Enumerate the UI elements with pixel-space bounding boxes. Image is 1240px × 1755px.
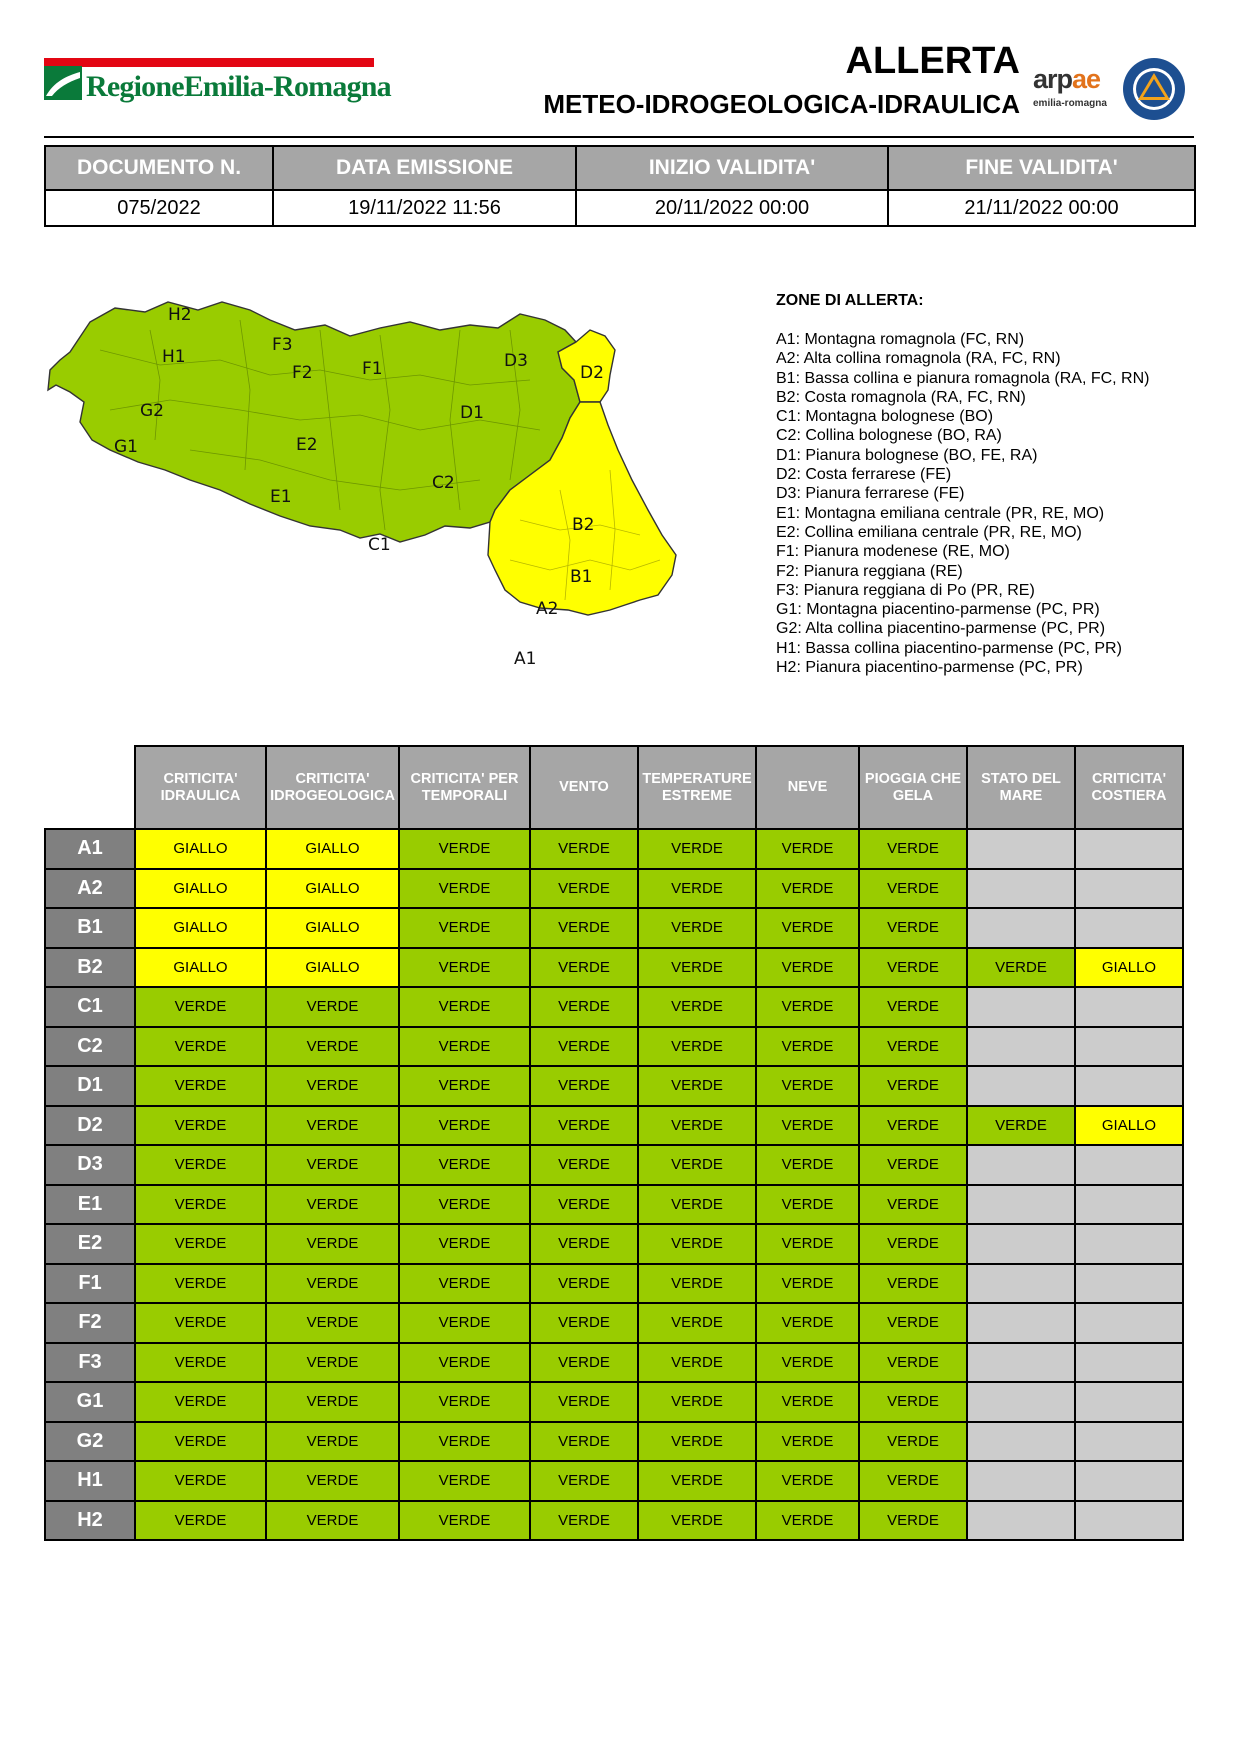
zones-legend-list — [776, 330, 1150, 677]
alert-level-cell: VERDE — [756, 1224, 859, 1264]
alert-level-cell: VERDE — [135, 1145, 266, 1185]
alert-level-cell — [1075, 1461, 1183, 1501]
alert-level-cell — [1075, 1422, 1183, 1462]
alert-level-cell: VERDE — [135, 1027, 266, 1067]
alert-level-cell: VERDE — [399, 1224, 530, 1264]
map-label-b2: B2 — [572, 515, 595, 535]
zone-legend-item: E1: Montagna emiliana centrale (PR, RE, MO) — [776, 504, 1105, 522]
alert-level-cell: VERDE — [756, 1185, 859, 1225]
zones-legend-title: ZONE DI ALLERTA: — [776, 292, 924, 309]
alert-level-cell — [1075, 1264, 1183, 1304]
column-header — [135, 746, 266, 829]
alert-level-cell: VERDE — [859, 908, 967, 948]
alert-level-cell — [967, 1501, 1075, 1541]
alert-level-cell: VERDE — [135, 1461, 266, 1501]
zone-code: B2 — [45, 948, 135, 988]
table-row — [45, 1461, 1183, 1501]
column-header-line: ESTREME — [661, 787, 733, 804]
arpae-name-part1: arp — [1033, 64, 1073, 94]
alert-level-cell: VERDE — [530, 1501, 638, 1541]
alert-level-cell: VERDE — [859, 1106, 967, 1146]
alert-level-cell: VERDE — [135, 1422, 266, 1462]
alert-level-cell: VERDE — [638, 1303, 756, 1343]
table-row — [45, 1343, 1183, 1383]
alert-level-cell: VERDE — [399, 1382, 530, 1422]
arpae-name-part2: ae — [1072, 64, 1101, 94]
alert-level-cell: VERDE — [266, 1343, 399, 1383]
doc-issue-date: 19/11/2022 11:56 — [273, 190, 576, 226]
alert-level-cell: VERDE — [530, 1185, 638, 1225]
alert-level-cell: VERDE — [638, 1224, 756, 1264]
arpae-sub: emilia-romagna — [1033, 98, 1107, 109]
table-row — [45, 1501, 1183, 1541]
alert-level-cell: VERDE — [859, 1343, 967, 1383]
map-label-b1: B1 — [570, 567, 593, 587]
alert-level-cell: VERDE — [135, 1303, 266, 1343]
table-row — [45, 1224, 1183, 1264]
alert-level-cell: VERDE — [135, 1501, 266, 1541]
alert-level-cell: VERDE — [399, 1501, 530, 1541]
column-header — [859, 746, 967, 829]
alert-level-cell: VERDE — [399, 1027, 530, 1067]
alert-level-cell: VERDE — [638, 908, 756, 948]
alert-level-cell: VERDE — [530, 1461, 638, 1501]
alert-level-cell: GIALLO — [266, 948, 399, 988]
table-row — [45, 1422, 1183, 1462]
column-header — [399, 746, 530, 829]
alert-level-cell — [967, 908, 1075, 948]
column-header-line: VENTO — [559, 779, 609, 795]
map-label-f1: F1 — [362, 359, 383, 379]
alert-level-cell: VERDE — [530, 829, 638, 869]
alert-level-cell — [967, 1264, 1075, 1304]
alert-level-cell: VERDE — [638, 829, 756, 869]
alert-level-cell — [967, 829, 1075, 869]
alert-level-cell: VERDE — [530, 987, 638, 1027]
alert-level-cell — [967, 987, 1075, 1027]
alert-level-cell: GIALLO — [1075, 948, 1183, 988]
alert-level-cell: VERDE — [530, 1145, 638, 1185]
zone-code: H2 — [45, 1501, 135, 1541]
alert-level-cell: VERDE — [530, 869, 638, 909]
column-header — [266, 746, 399, 829]
column-header-line: CRITICITA' — [295, 770, 370, 787]
alert-level-cell: VERDE — [399, 869, 530, 909]
table-row — [45, 908, 1183, 948]
alert-level-cell: VERDE — [756, 1264, 859, 1304]
doc-header-number: DOCUMENTO N. — [45, 146, 273, 190]
column-header-line: STATO DEL — [981, 770, 1061, 787]
zone-legend-item: C1: Montagna bolognese (BO) — [776, 408, 994, 426]
alert-level-cell: VERDE — [399, 1343, 530, 1383]
map-label-e2: E2 — [296, 435, 318, 455]
alert-level-cell: VERDE — [266, 1461, 399, 1501]
alert-level-cell — [967, 1343, 1075, 1383]
zone-legend-item: G1: Montagna piacentino-parmense (PC, PR) — [776, 601, 1100, 619]
alert-level-cell: VERDE — [756, 1106, 859, 1146]
map-label-h2: H2 — [168, 305, 192, 325]
zone-legend-item: F2: Pianura reggiana (RE) — [776, 562, 963, 580]
alert-level-cell: VERDE — [638, 869, 756, 909]
alert-level-cell — [967, 1422, 1075, 1462]
zone-legend-item: D1: Pianura bolognese (BO, FE, RA) — [776, 446, 1038, 464]
alert-level-cell — [967, 1461, 1075, 1501]
zone-code: C1 — [45, 987, 135, 1027]
alert-level-cell: VERDE — [399, 1145, 530, 1185]
column-header — [530, 746, 638, 829]
zone-legend-item: B1: Bassa collina e pianura romagnola (RA, FC, RN) — [776, 369, 1150, 387]
alert-level-cell: VERDE — [399, 987, 530, 1027]
map-label-g1: G1 — [114, 437, 138, 457]
alert-level-cell: VERDE — [859, 1461, 967, 1501]
alert-level-cell — [1075, 1303, 1183, 1343]
alert-level-cell: VERDE — [859, 948, 967, 988]
header-rule — [44, 136, 1194, 138]
doc-header-issue-date: DATA EMISSIONE — [273, 146, 576, 190]
alert-level-cell: VERDE — [756, 829, 859, 869]
page-subtitle: METEO-IDROGEOLOGICA-IDRAULICA — [543, 89, 1020, 119]
alert-level-cell: VERDE — [638, 987, 756, 1027]
alert-level-cell: VERDE — [859, 1185, 967, 1225]
alert-level-cell: VERDE — [266, 1501, 399, 1541]
alert-level-cell: VERDE — [530, 1106, 638, 1146]
alert-level-cell: VERDE — [266, 1106, 399, 1146]
alert-level-cell: GIALLO — [266, 908, 399, 948]
alert-level-cell: VERDE — [638, 1027, 756, 1067]
zone-code: B1 — [45, 908, 135, 948]
alert-level-cell — [967, 1224, 1075, 1264]
alert-level-cell: VERDE — [135, 1066, 266, 1106]
document-info-table — [44, 145, 1196, 227]
map-label-g2: G2 — [140, 401, 164, 421]
zone-code: F1 — [45, 1264, 135, 1304]
table-row — [45, 1027, 1183, 1067]
map-label-d3: D3 — [504, 351, 528, 371]
alert-level-cell — [1075, 1027, 1183, 1067]
regione-mark-icon — [44, 62, 82, 100]
alert-level-cell: VERDE — [756, 1501, 859, 1541]
map-label-a1: A1 — [514, 649, 537, 669]
alert-zones-map — [40, 290, 760, 700]
column-header-line: CRITICITA' — [1091, 770, 1167, 787]
alert-level-cell — [967, 1185, 1075, 1225]
alert-level-cell: VERDE — [756, 1461, 859, 1501]
zone-code: F2 — [45, 1303, 135, 1343]
arpae-logo — [1033, 64, 1123, 112]
alert-level-cell: VERDE — [756, 987, 859, 1027]
alert-level-cell: VERDE — [859, 1303, 967, 1343]
alert-level-cell: VERDE — [135, 1264, 266, 1304]
alert-level-cell: VERDE — [530, 1224, 638, 1264]
alert-table — [44, 745, 1184, 1541]
column-header-line: IDRAULICA — [160, 787, 241, 804]
alert-level-cell: VERDE — [399, 948, 530, 988]
zone-legend-item: H2: Pianura piacentino-parmense (PC, PR) — [776, 659, 1083, 677]
alert-level-cell — [1075, 908, 1183, 948]
zone-code: G1 — [45, 1382, 135, 1422]
alert-level-cell: VERDE — [638, 1461, 756, 1501]
alert-level-cell — [1075, 829, 1183, 869]
zone-legend-item: F1: Pianura modenese (RE, MO) — [776, 543, 1010, 561]
alert-level-cell: VERDE — [859, 1382, 967, 1422]
column-header-line: TEMPORALI — [421, 787, 508, 804]
table-row — [45, 1106, 1183, 1146]
alert-level-cell — [1075, 1066, 1183, 1106]
column-header-line: CRITICITA' PER — [410, 770, 519, 787]
alert-level-cell: VERDE — [266, 1145, 399, 1185]
alert-level-cell: VERDE — [967, 948, 1075, 988]
alert-level-cell: VERDE — [399, 1303, 530, 1343]
logo-red-bar — [44, 58, 374, 67]
alert-level-cell: VERDE — [530, 1303, 638, 1343]
zone-code: G2 — [45, 1422, 135, 1462]
alert-level-cell — [1075, 1185, 1183, 1225]
column-header-line: GELA — [892, 787, 934, 804]
column-header-line: CRITICITA' — [163, 770, 238, 787]
map-label-d1: D1 — [460, 403, 484, 423]
alert-level-cell: GIALLO — [135, 829, 266, 869]
alert-level-cell — [967, 1027, 1075, 1067]
alert-level-cell: GIALLO — [266, 829, 399, 869]
zone-legend-item: E2: Collina emiliana centrale (PR, RE, MO) — [776, 523, 1082, 541]
alert-level-cell: VERDE — [530, 1066, 638, 1106]
alert-level-cell — [1075, 1224, 1183, 1264]
alert-level-cell: VERDE — [530, 1264, 638, 1304]
alert-level-cell: VERDE — [756, 1145, 859, 1185]
alert-level-cell: VERDE — [756, 1382, 859, 1422]
alert-level-cell: VERDE — [530, 908, 638, 948]
alert-level-cell — [1075, 1343, 1183, 1383]
table-row — [45, 1066, 1183, 1106]
alert-level-cell — [1075, 1382, 1183, 1422]
alert-level-cell: VERDE — [638, 1066, 756, 1106]
alert-level-cell: VERDE — [530, 1382, 638, 1422]
alert-level-cell: VERDE — [756, 1303, 859, 1343]
zone-legend-item: A1: Montagna romagnola (FC, RN) — [776, 331, 1025, 348]
column-header-line: PIOGGIA CHE — [864, 770, 962, 787]
alert-level-cell: VERDE — [859, 1066, 967, 1106]
doc-valid-to: 21/11/2022 00:00 — [888, 190, 1195, 226]
doc-number: 075/2022 — [45, 190, 273, 226]
alert-level-cell: VERDE — [859, 1264, 967, 1304]
table-row — [45, 829, 1183, 869]
column-header — [967, 746, 1075, 829]
column-header — [638, 746, 756, 829]
zone-code: C2 — [45, 1027, 135, 1067]
map-label-h1: H1 — [162, 347, 186, 367]
alert-level-cell — [1075, 869, 1183, 909]
protezione-civile-logo-icon — [1122, 57, 1186, 121]
alert-level-cell: VERDE — [638, 948, 756, 988]
alert-level-cell: VERDE — [266, 1264, 399, 1304]
column-header-line: IDROGEOLOGICA — [270, 787, 395, 804]
alert-level-cell: VERDE — [859, 869, 967, 909]
alert-level-cell: VERDE — [638, 1106, 756, 1146]
zone-legend-item: B2: Costa romagnola (RA, FC, RN) — [776, 388, 1026, 406]
table-row — [45, 869, 1183, 909]
alert-level-cell: VERDE — [135, 1224, 266, 1264]
zone-legend-item: D2: Costa ferrarese (FE) — [776, 466, 952, 484]
zone-code: D2 — [45, 1106, 135, 1146]
table-corner — [45, 746, 135, 829]
map-label-c1: C1 — [368, 535, 391, 555]
alert-level-cell: VERDE — [859, 1145, 967, 1185]
alert-level-cell: GIALLO — [266, 869, 399, 909]
alert-level-cell — [1075, 987, 1183, 1027]
zone-code: D1 — [45, 1066, 135, 1106]
zone-legend-item: H1: Bassa collina piacentino-parmense (PC, PR) — [776, 639, 1122, 657]
alert-level-cell: VERDE — [638, 1343, 756, 1383]
table-row — [45, 987, 1183, 1027]
zone-legend-item: D3: Pianura ferrarese (FE) — [776, 485, 965, 503]
alert-level-cell: GIALLO — [135, 948, 266, 988]
page-title: ALLERTA — [845, 40, 1020, 82]
alert-level-cell: VERDE — [266, 1382, 399, 1422]
alert-level-cell: VERDE — [266, 1422, 399, 1462]
alert-level-cell: GIALLO — [1075, 1106, 1183, 1146]
alert-level-cell: VERDE — [135, 1382, 266, 1422]
alert-level-cell: VERDE — [266, 987, 399, 1027]
alert-level-cell: VERDE — [135, 1106, 266, 1146]
alert-level-cell: VERDE — [638, 1382, 756, 1422]
alert-level-cell: VERDE — [266, 1224, 399, 1264]
alert-level-cell: VERDE — [859, 987, 967, 1027]
zone-code: F3 — [45, 1343, 135, 1383]
column-header-line: NEVE — [787, 779, 828, 795]
table-row — [45, 1264, 1183, 1304]
alert-level-cell — [967, 1303, 1075, 1343]
map-label-d2: D2 — [580, 363, 604, 383]
alert-level-cell: GIALLO — [135, 908, 266, 948]
map-label-c2: C2 — [432, 473, 455, 493]
alert-level-cell: VERDE — [399, 908, 530, 948]
alert-level-cell: VERDE — [638, 1185, 756, 1225]
alert-level-cell: VERDE — [859, 1422, 967, 1462]
table-row — [45, 1303, 1183, 1343]
alert-level-cell: VERDE — [756, 948, 859, 988]
alert-level-cell: VERDE — [756, 908, 859, 948]
alert-level-cell: VERDE — [756, 1066, 859, 1106]
alert-level-cell: VERDE — [399, 1264, 530, 1304]
alert-level-cell: VERDE — [638, 1501, 756, 1541]
alert-level-cell — [967, 1066, 1075, 1106]
alert-level-cell — [967, 1382, 1075, 1422]
zone-legend-item: F3: Pianura reggiana di Po (PR, RE) — [776, 581, 1035, 599]
alert-level-cell — [967, 869, 1075, 909]
zone-code: A1 — [45, 829, 135, 869]
alert-level-cell: VERDE — [756, 1343, 859, 1383]
map-label-f2: F2 — [292, 363, 313, 383]
alert-level-cell: VERDE — [135, 987, 266, 1027]
alert-level-cell: VERDE — [530, 1027, 638, 1067]
alert-level-cell: VERDE — [399, 1461, 530, 1501]
zone-legend-item: G2: Alta collina piacentino-parmense (PC, PR) — [776, 620, 1106, 638]
alert-level-cell — [1075, 1145, 1183, 1185]
column-header — [756, 746, 859, 829]
table-row — [45, 1185, 1183, 1225]
table-row — [45, 948, 1183, 988]
alert-level-cell: VERDE — [530, 1422, 638, 1462]
alert-level-cell: VERDE — [266, 1303, 399, 1343]
map-label-f3: F3 — [272, 335, 293, 355]
alert-level-cell: VERDE — [859, 1027, 967, 1067]
alert-level-cell: VERDE — [135, 1343, 266, 1383]
alert-level-cell: GIALLO — [135, 869, 266, 909]
alert-level-cell: VERDE — [756, 869, 859, 909]
zone-code: H1 — [45, 1461, 135, 1501]
table-row — [45, 1382, 1183, 1422]
alert-level-cell: VERDE — [756, 1422, 859, 1462]
alert-level-cell: VERDE — [399, 1106, 530, 1146]
doc-header-valid-from: INIZIO VALIDITA' — [576, 146, 888, 190]
alert-level-cell: VERDE — [399, 1185, 530, 1225]
zone-code: A2 — [45, 869, 135, 909]
alert-level-cell: VERDE — [859, 1501, 967, 1541]
column-header-line: COSTIERA — [1091, 787, 1167, 804]
alert-level-cell: VERDE — [638, 1264, 756, 1304]
alert-level-cell: VERDE — [638, 1422, 756, 1462]
table-row — [45, 1145, 1183, 1185]
column-header — [1075, 746, 1183, 829]
map-label-a2: A2 — [536, 599, 559, 619]
regione-logo-text: RegioneEmilia-Romagna — [86, 70, 391, 103]
alert-level-cell: VERDE — [135, 1185, 266, 1225]
alert-level-cell: VERDE — [266, 1066, 399, 1106]
alert-level-cell: VERDE — [399, 1422, 530, 1462]
alert-level-cell: VERDE — [530, 948, 638, 988]
alert-level-cell: VERDE — [638, 1145, 756, 1185]
zone-code: E2 — [45, 1224, 135, 1264]
alert-level-cell: VERDE — [967, 1106, 1075, 1146]
alert-level-cell: VERDE — [859, 829, 967, 869]
zone-code: E1 — [45, 1185, 135, 1225]
map-label-e1: E1 — [270, 487, 292, 507]
column-header-line: MARE — [999, 787, 1043, 804]
regione-emilia-romagna-logo — [44, 58, 391, 108]
alert-level-cell: VERDE — [530, 1343, 638, 1383]
alert-level-cell: VERDE — [266, 1185, 399, 1225]
alert-level-cell — [967, 1145, 1075, 1185]
zone-code: D3 — [45, 1145, 135, 1185]
zone-legend-item: A2: Alta collina romagnola (RA, FC, RN) — [776, 350, 1061, 368]
doc-valid-from: 20/11/2022 00:00 — [576, 190, 888, 226]
alert-level-cell: VERDE — [859, 1224, 967, 1264]
alert-level-cell: VERDE — [399, 829, 530, 869]
alert-level-cell: VERDE — [266, 1027, 399, 1067]
alert-level-cell: VERDE — [399, 1066, 530, 1106]
column-header-line: TEMPERATURE — [642, 770, 752, 787]
zone-legend-item: C2: Collina bolognese (BO, RA) — [776, 427, 1002, 445]
alert-level-cell — [1075, 1501, 1183, 1541]
alert-level-cell: VERDE — [756, 1027, 859, 1067]
doc-header-valid-to: FINE VALIDITA' — [888, 146, 1195, 190]
